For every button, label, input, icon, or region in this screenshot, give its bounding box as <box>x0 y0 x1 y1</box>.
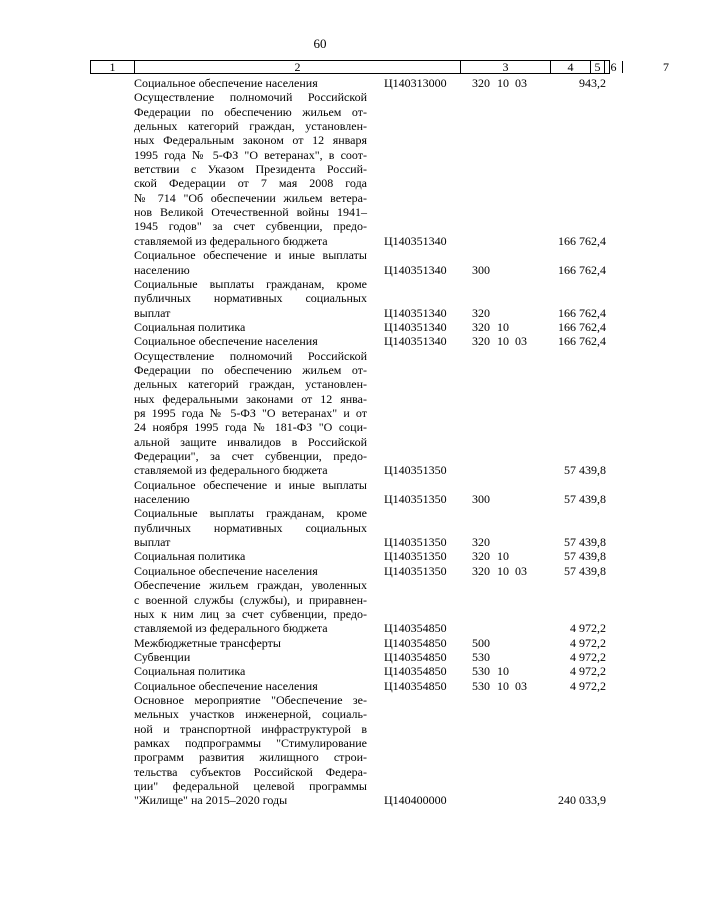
row-name <box>134 334 367 348</box>
row-name-line: Социальное обеспечение населения <box>134 76 318 90</box>
row-name <box>134 349 367 478</box>
row-amount: 57 439,8 <box>564 463 606 478</box>
row-section: 10 <box>497 664 509 679</box>
row-section: 10 <box>497 563 509 578</box>
row-name <box>134 549 367 563</box>
row-name-line: Федерации по обеспечению жильем от- <box>134 362 367 377</box>
row-name-line: ставляемой из федерального бюджета <box>134 233 328 248</box>
row-code: Ц140351340 <box>384 305 447 320</box>
row-name-line: населению <box>134 262 190 277</box>
row-amount: 943,2 <box>579 76 606 90</box>
table-row <box>0 334 640 348</box>
row-name-line: Социальное обеспечение населения <box>134 563 318 578</box>
row-name-line: Основное мероприятие "Обеспечение зе- <box>134 692 367 707</box>
header-col-3: 3 <box>461 61 551 73</box>
row-code: Ц140400000 <box>384 793 447 808</box>
row-expense-type: 320 <box>472 319 490 334</box>
row-subsection: 03 <box>515 76 527 90</box>
row-name-line: дельных категорий граждан, установлен- <box>134 377 367 392</box>
row-name-line: Осуществление полномочий Российской <box>134 348 367 363</box>
row-code: Ц140351350 <box>384 463 447 478</box>
row-name-line: программ развития жилищного строи- <box>134 750 367 765</box>
row-code: Ц140351340 <box>384 334 447 349</box>
row-code: Ц140351350 <box>384 535 447 550</box>
row-name-line: нов Великой Отечественной войны 1941– <box>134 205 367 220</box>
row-amount: 4 972,2 <box>570 664 606 679</box>
row-expense-type: 300 <box>472 492 490 507</box>
row-amount: 4 972,2 <box>570 678 606 693</box>
row-name <box>134 478 367 507</box>
row-section: 10 <box>497 319 509 334</box>
row-expense-type: 320 <box>472 76 490 90</box>
row-name-line: Социальные выплаты гражданам, кроме <box>134 276 367 291</box>
table-row <box>0 650 640 664</box>
row-name-line: выплат <box>134 535 171 550</box>
row-section: 10 <box>497 334 509 349</box>
table-row <box>0 679 640 693</box>
row-name-line: "Жилище" на 2015–2020 годы <box>134 793 288 808</box>
row-name-line: публичных нормативных социальных <box>134 291 367 306</box>
row-amount: 4 972,2 <box>570 635 606 650</box>
table-row <box>0 478 640 507</box>
page-number: 60 <box>313 36 327 51</box>
row-name-line: Социальная политика <box>134 319 246 334</box>
row-expense-type: 530 <box>472 678 490 693</box>
table-row <box>0 549 640 563</box>
row-name-line: Обеспечение жильем граждан, уволенных <box>134 578 367 593</box>
row-expense-type: 300 <box>472 262 490 277</box>
row-subsection: 03 <box>515 334 527 349</box>
row-name <box>134 679 367 693</box>
row-name <box>134 277 367 320</box>
row-code: Ц140351340 <box>384 262 447 277</box>
row-name-line: дельных категорий граждан, установлен- <box>134 119 367 134</box>
row-section: 10 <box>497 549 509 564</box>
header-col-2: 2 <box>135 61 461 73</box>
row-amount: 57 439,8 <box>564 549 606 564</box>
row-name-line: Федерации", за счет субвенции, предо- <box>134 449 367 464</box>
row-name <box>134 320 367 334</box>
table-row <box>0 506 640 549</box>
table-row <box>0 277 640 320</box>
table-body <box>0 76 640 808</box>
row-name-line: 1995 года № 5-ФЗ "О ветеранах", в соот- <box>134 147 367 162</box>
header-col-5: 5 <box>591 61 605 73</box>
row-code: Ц140351350 <box>384 563 447 578</box>
row-name-line: мельных участков инженерной, социаль- <box>134 707 367 722</box>
row-name-line: Социальное обеспечение и иные выплаты <box>134 477 367 492</box>
row-name-line: населению <box>134 492 190 507</box>
row-name-line: выплат <box>134 305 171 320</box>
row-expense-type: 320 <box>472 334 490 349</box>
row-amount: 57 439,8 <box>564 535 606 550</box>
row-name-line: № 714 "Об обеспечении жильем ветера- <box>134 190 367 205</box>
row-name-line: ции" федеральной целевой программы <box>134 779 367 793</box>
row-name-line: Федерации по обеспечению жильем от- <box>134 104 367 119</box>
row-name-line: ных к ним лиц за счет субвенции, предо- <box>134 606 367 621</box>
table-row <box>0 90 640 248</box>
header-col-4: 4 <box>551 61 591 73</box>
row-name <box>134 664 367 678</box>
row-amount: 57 439,8 <box>564 492 606 507</box>
row-name-line: ной и транспортной инфраструктурой в <box>134 721 367 736</box>
row-name-line: рамках подпрограммы "Стимулирование <box>134 735 367 750</box>
row-name-line: Социальные выплаты гражданам, кроме <box>134 506 367 521</box>
table-row <box>0 636 640 650</box>
row-name <box>134 650 367 664</box>
table-row <box>0 349 640 478</box>
row-expense-type: 320 <box>472 535 490 550</box>
row-expense-type: 320 <box>472 305 490 320</box>
row-name <box>134 506 367 549</box>
table-row <box>0 76 640 90</box>
row-name-line: Социальное обеспечение населения <box>134 678 318 693</box>
row-code: Ц140354850 <box>384 649 447 664</box>
row-name <box>134 578 367 635</box>
table-row <box>0 578 640 635</box>
table-row <box>0 320 640 334</box>
row-code: Ц140351350 <box>384 549 447 564</box>
row-subsection: 03 <box>515 678 527 693</box>
row-name-line: Межбюджетные трансферты <box>134 635 281 650</box>
row-name-line: 24 ноября 1995 года № 181-ФЗ "О соци- <box>134 420 367 435</box>
row-name <box>134 248 367 277</box>
row-amount: 4 972,2 <box>570 621 606 636</box>
row-expense-type: 530 <box>472 649 490 664</box>
row-section: 10 <box>497 678 509 693</box>
row-code: Ц140351340 <box>384 319 447 334</box>
row-expense-type: 320 <box>472 549 490 564</box>
row-amount: 166 762,4 <box>558 334 606 349</box>
row-name-line: с военной службы (службы), и приравнен- <box>134 592 367 607</box>
row-name-line: Социальная политика <box>134 549 246 564</box>
row-amount: 166 762,4 <box>558 319 606 334</box>
row-expense-type: 320 <box>472 563 490 578</box>
row-amount: 4 972,2 <box>570 649 606 664</box>
row-name <box>134 693 367 808</box>
row-name-line: ставляемой из федерального бюджета <box>134 463 328 478</box>
row-section: 10 <box>497 76 509 90</box>
row-amount: 57 439,8 <box>564 563 606 578</box>
row-amount: 166 762,4 <box>558 305 606 320</box>
row-name-line: Социальное обеспечение населения <box>134 334 318 349</box>
row-name-line: публичных нормативных социальных <box>134 520 367 535</box>
table-row <box>0 664 640 678</box>
row-name <box>134 76 367 90</box>
row-expense-type: 530 <box>472 664 490 679</box>
row-code: Ц140354850 <box>384 664 447 679</box>
row-name-line: Социальное обеспечение и иные выплаты <box>134 248 367 263</box>
row-name <box>134 636 367 650</box>
row-amount: 240 033,9 <box>558 793 606 808</box>
row-code: Ц140354850 <box>384 621 447 636</box>
row-name <box>134 90 367 248</box>
row-name-line: ных федеральными законами от 12 янва- <box>134 391 367 406</box>
table-row <box>0 564 640 578</box>
row-name-line: Осуществление полномочий Российской <box>134 90 367 105</box>
row-subsection: 03 <box>515 563 527 578</box>
row-name-line: ря 1995 года № 5-ФЗ "О ветеранах" и от <box>134 405 367 420</box>
table-header-row <box>90 60 669 74</box>
header-col-6: 6 <box>605 61 623 73</box>
row-name-line: Социальная политика <box>134 664 246 679</box>
row-name-line: ской Федерации от 7 мая 2008 года <box>134 176 367 191</box>
row-name-line: ветствии с Указом Президента Россий- <box>134 162 367 177</box>
row-name-line: ных Федеральным законом от 12 января <box>134 133 367 148</box>
row-name-line: тельства субъектов Российской Федера- <box>134 764 367 779</box>
row-name-line: альной защите инвалидов в Российской <box>134 434 367 449</box>
table-row <box>0 693 640 808</box>
row-name-line: 1945 годов" за счет субвенции, предо- <box>134 219 367 234</box>
row-code: Ц140354850 <box>384 678 447 693</box>
row-amount: 166 762,4 <box>558 233 606 248</box>
row-code: Ц140351350 <box>384 492 447 507</box>
row-expense-type: 500 <box>472 635 490 650</box>
row-name <box>134 564 367 578</box>
table-row <box>0 248 640 277</box>
row-name-line: ставляемой из федерального бюджета <box>134 621 328 636</box>
row-name-line: Субвенции <box>134 649 191 664</box>
header-col-1: 1 <box>91 61 135 73</box>
row-amount: 166 762,4 <box>558 262 606 277</box>
row-code: Ц140354850 <box>384 635 447 650</box>
row-code: Ц140313000 <box>384 76 447 90</box>
row-code: Ц140351340 <box>384 233 447 248</box>
header-col-7: 7 <box>663 60 669 74</box>
